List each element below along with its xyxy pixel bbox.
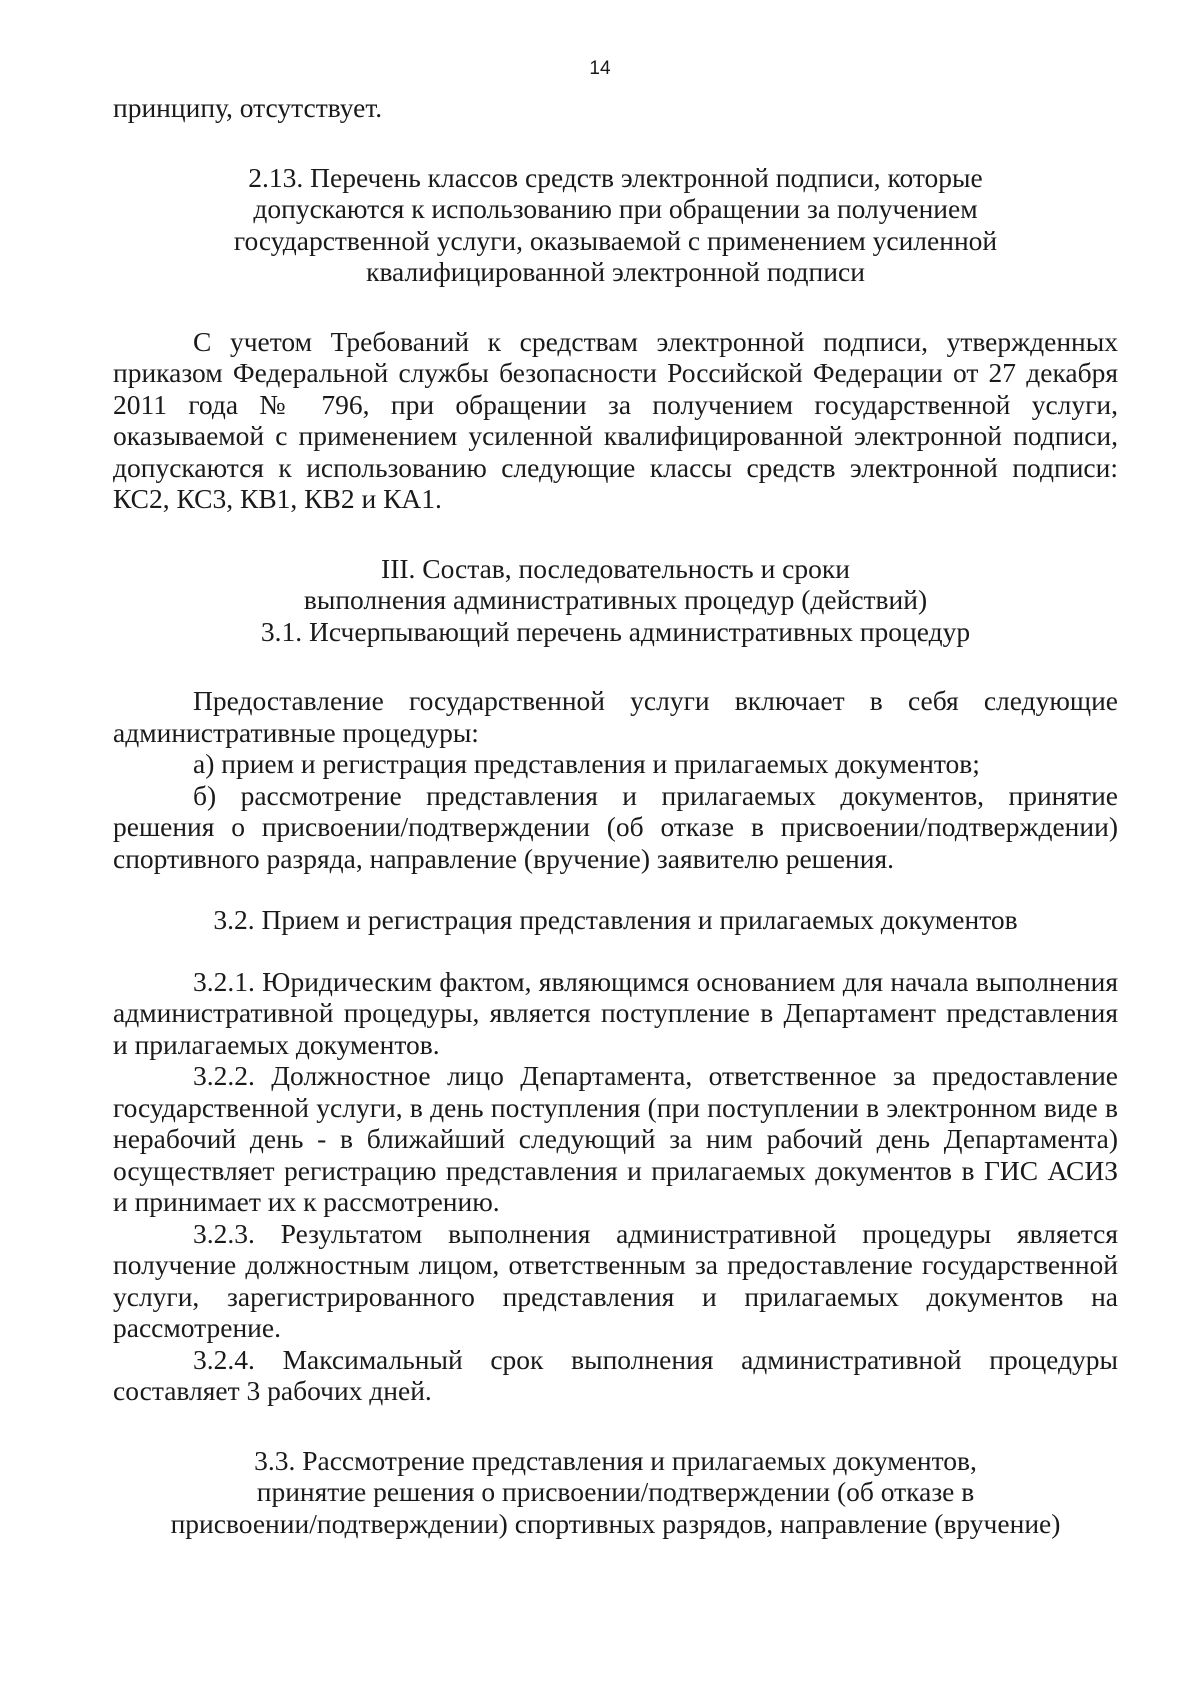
- section-3-2-heading: 3.2. Прием и регистрация представления и прилагаемых документов: [213, 904, 1018, 935]
- section-3-2-2: 3.2.2. Должностное лицо Департамента, ответственное за предоставление государственной услуги, в день поступления (при поступлении в электронном виде в нерабочий день - в ближайший следующий за ним рабочий день Департамента) осуществляет регистрацию представления и прилагаемых документов в ГИС АСИЗ и принимает их к рассмотрению.: [113, 1060, 1118, 1217]
- page-number: 14: [589, 58, 611, 79]
- section-3-3-heading-line1: 3.3. Рассмотрение представления и прилагаемых документов,: [254, 1444, 977, 1476]
- section-iii-title-line2: выполнения административных процедур (действий): [303, 584, 928, 615]
- section-3-2-4: 3.2.4. Максимальный срок выполнения административной процедуры составляет 3 рабочих дней.: [113, 1343, 1118, 1406]
- section-3-3-heading-line3: присвоении/подтверждении) спортивных разрядов, направление (вручение): [170, 1507, 1061, 1539]
- section-3-2-3: 3.2.3. Результатом выполнения административной процедуры является получение должностным лицом, ответственным за предоставление государственной услуги, зарегистрированного представления и прилагаемых документов на рассмотрение.: [113, 1217, 1118, 1343]
- section-3-1-item-b: б) рассмотрение представления и прилагаемых документов, принятие решения о присвоении/подтверждении (об отказе в присвоении/подтверждении) спортивного разряда, направление (вручение) заявителю решения.: [113, 779, 1118, 874]
- section-3-2-1: 3.2.1. Юридическим фактом, являющимся основанием для начала выполнения административной процедуры, является поступление в Департамент представления и прилагаемых документов.: [113, 965, 1118, 1060]
- section-3-1-item-a: а) прием и регистрация представления и прилагаемых документов;: [193, 748, 980, 779]
- section-3-1-subtitle: 3.1. Исчерпывающий перечень административных процедур: [260, 615, 971, 647]
- section-3-1-intro: Предоставление государственной услуги включает в себя следующие административные процедуры:: [113, 685, 1118, 748]
- section-iii-title-line1: III. Состав, последовательность и сроки: [381, 552, 850, 584]
- section-3-3-heading-line2: принятие решения о присвоении/подтверждении (об отказе в: [256, 1476, 975, 1507]
- section-2-13-body: С учетом Требований к средствам электронной подписи, утвержденных приказом Федеральной службы безопасности Российской Федерации от 27 декабря 2011 года № 796, при обращении за получением государственной услуги, оказываемой с применением усиленной квалифицированной электронной подписи, допускаются к использованию следующие классы средств электронной подписи: КС2, КС3, КВ1, КВ2 и КА1.: [113, 325, 1118, 514]
- section-2-13-heading: 2.13. Перечень классов средств электронной подписи, которые допускаются к использованию при обращении за получением государственной услуги, оказываемой с применением усиленной квалифицированной электронной подписи: [233, 161, 998, 287]
- document-body: [113, 92, 1118, 1539]
- continuation-text: принципу, отсутствует.: [113, 92, 383, 123]
